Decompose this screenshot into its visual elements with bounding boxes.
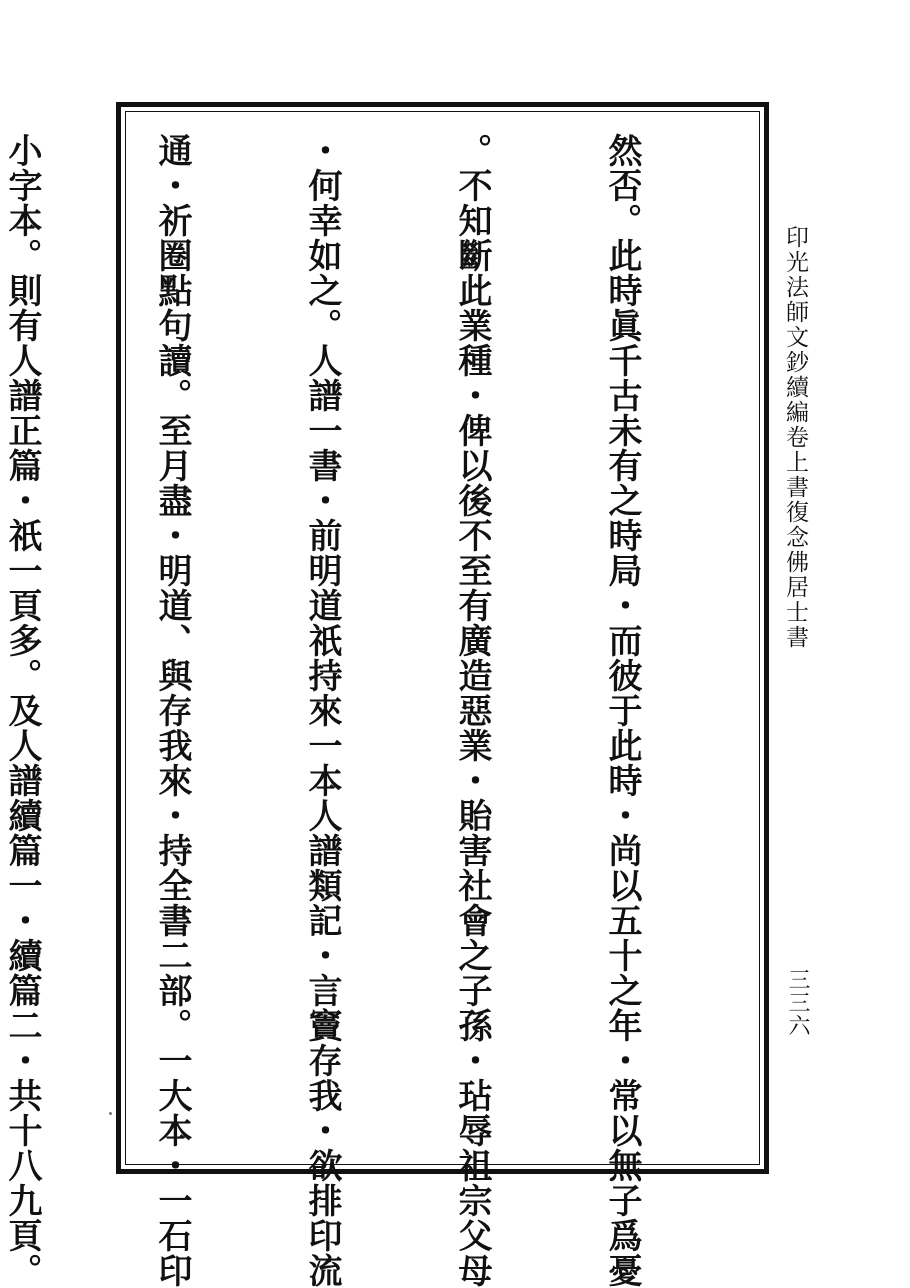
text-column-1: 然否。此時眞千古未有之時局・而彼于此時・尚以五十之年・常以無子爲憂: [602, 133, 642, 1288]
text-column-3: ・何幸如之。人譜一書・前明道祇持來一本人譜類記・言竇存我・欲排印流: [302, 133, 342, 1288]
text-column-4: 通・祈圈點句讀。至月盡・明道、與存我來・持全書二部。一大本・一石印: [152, 133, 192, 1288]
text-column-2: 。不知斷此業種・俾以後不至有廣造惡業・貽害社會之子孫・玷辱祖宗父母: [452, 133, 492, 1288]
text-column-5: 小字本。則有人譜正篇・祇一頁多。及人譜續篇一・續篇二・共十八九頁。: [2, 133, 42, 1288]
print-speck: [109, 1112, 112, 1115]
section-label: 書: [782, 475, 808, 500]
running-header: [780, 225, 810, 650]
vertical-body-text: [2, 133, 747, 1288]
letter-title: 復念佛居士書: [782, 500, 808, 650]
page-number: 三三六: [785, 968, 810, 1037]
book-title: 印光法師文鈔續編卷上: [782, 225, 808, 475]
